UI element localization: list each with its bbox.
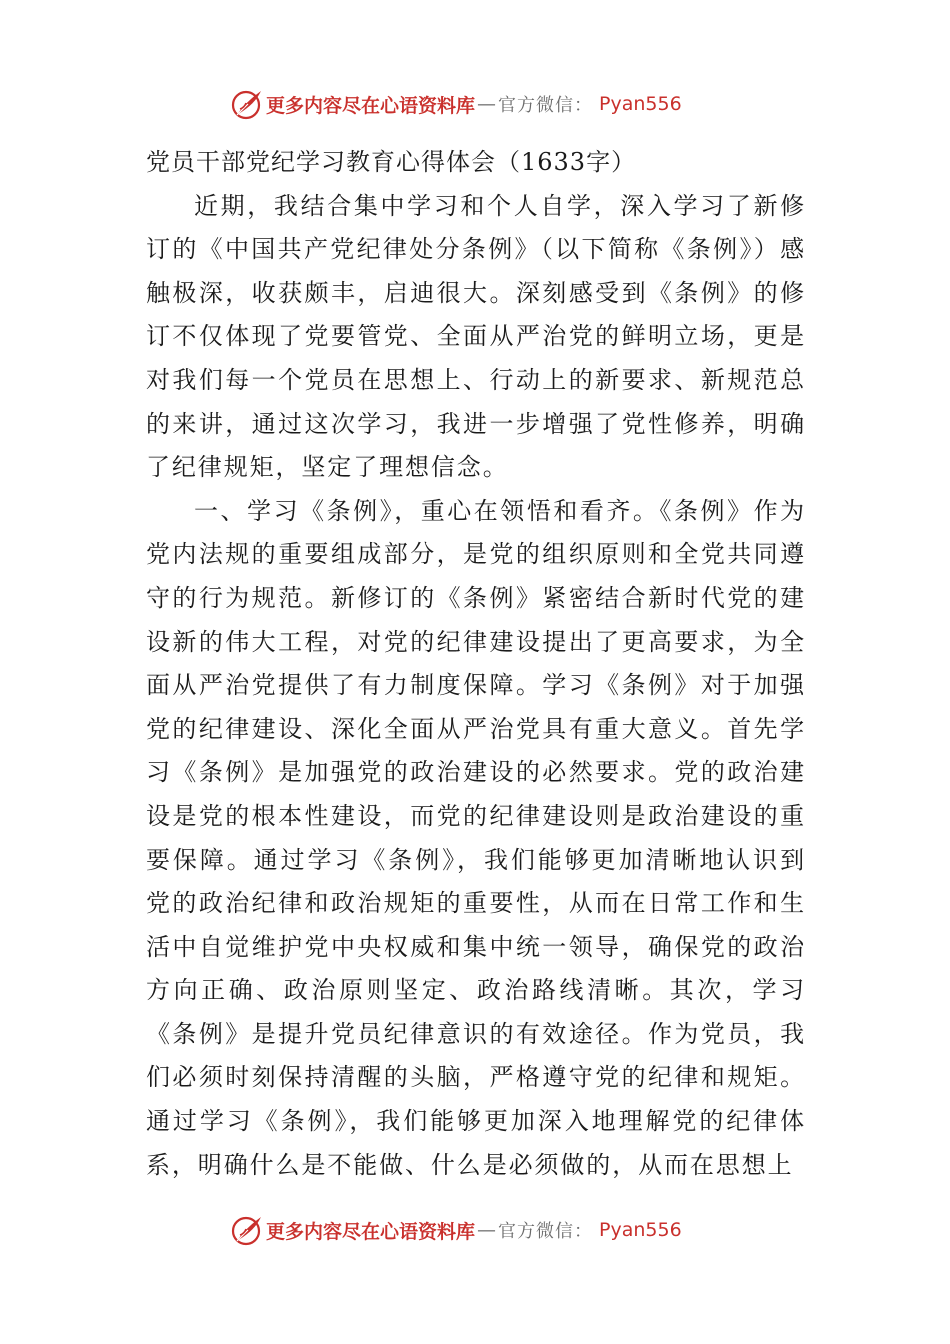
- banner-official-label: 官方微信：: [498, 95, 594, 116]
- banner-wechat-id: Pyan556: [599, 93, 682, 115]
- paragraph-intro: 近期，我结合集中学习和个人自学，深入学习了新修订的《中国共产党纪律处分条例》（以下简称《条例》）感触极深，收获颇丰，启迪很大。深刻感受到《条例》的修订不仅体现了党要管党、全面从严治党的鲜明立场，更是对我们每一个党员在思想上、行动上的新要求、新规范总的来讲，通过这次学习，我进一步增强了党性修养，明确了纪律规矩，坚定了理想信念。: [146, 191, 806, 482]
- quill-pen-logo-icon: [230, 1213, 264, 1247]
- paragraph-section-one: 一、学习《条例》，重心在领悟和看齐。《条例》作为党内法规的重要组成部分，是党的组织原则和全党共同遵守的行为规范。新修订的《条例》紧密结合新时代党的建设新的伟大工程，对党的纪律建设提出了更高要求，为全面从严治党提供了有力制度保障。学习《条例》对于加强党的纪律建设、深化全面从严治党具有重大意义。首先学习《条例》是加强党的政治建设的必然要求。党的政治建设是党的根本性建设，而党的纪律建设则是政治建设的重要保障。通过学习《条例》，我们能够更加清晰地认识到党的政治纪律和政治规矩的重要性，从而在日常工作和生活中自觉维护党中央权威和集中统一领导，确保党的政治方向正确、政治原则坚定、政治路线清晰。其次，学习《条例》是提升党员纪律意识的有效途径。作为党员，我们必须时刻保持清醒的头脑，严格遵守党的纪律和规矩。通过学习《条例》，我们能够更加深入地理解党的纪律体系，明确什么是不能做、什么是必须做的，从而在思想上: [146, 496, 806, 1179]
- banner-wechat-id: Pyan556: [599, 1219, 682, 1241]
- banner-slogan: 更多内容尽在心语资料库: [266, 94, 476, 117]
- banner-dash: —: [477, 93, 497, 115]
- banner-slogan: 更多内容尽在心语资料库: [266, 1220, 476, 1243]
- banner-official-label: 官方微信：: [498, 1221, 594, 1242]
- document-body: [146, 141, 806, 1187]
- footer-banner: [230, 1210, 750, 1250]
- banner-dash: —: [477, 1219, 497, 1241]
- header-banner: [230, 84, 750, 124]
- document-title: 党员干部党纪学习教育心得体会（1633字）: [146, 148, 637, 176]
- quill-pen-logo-icon: [230, 87, 264, 121]
